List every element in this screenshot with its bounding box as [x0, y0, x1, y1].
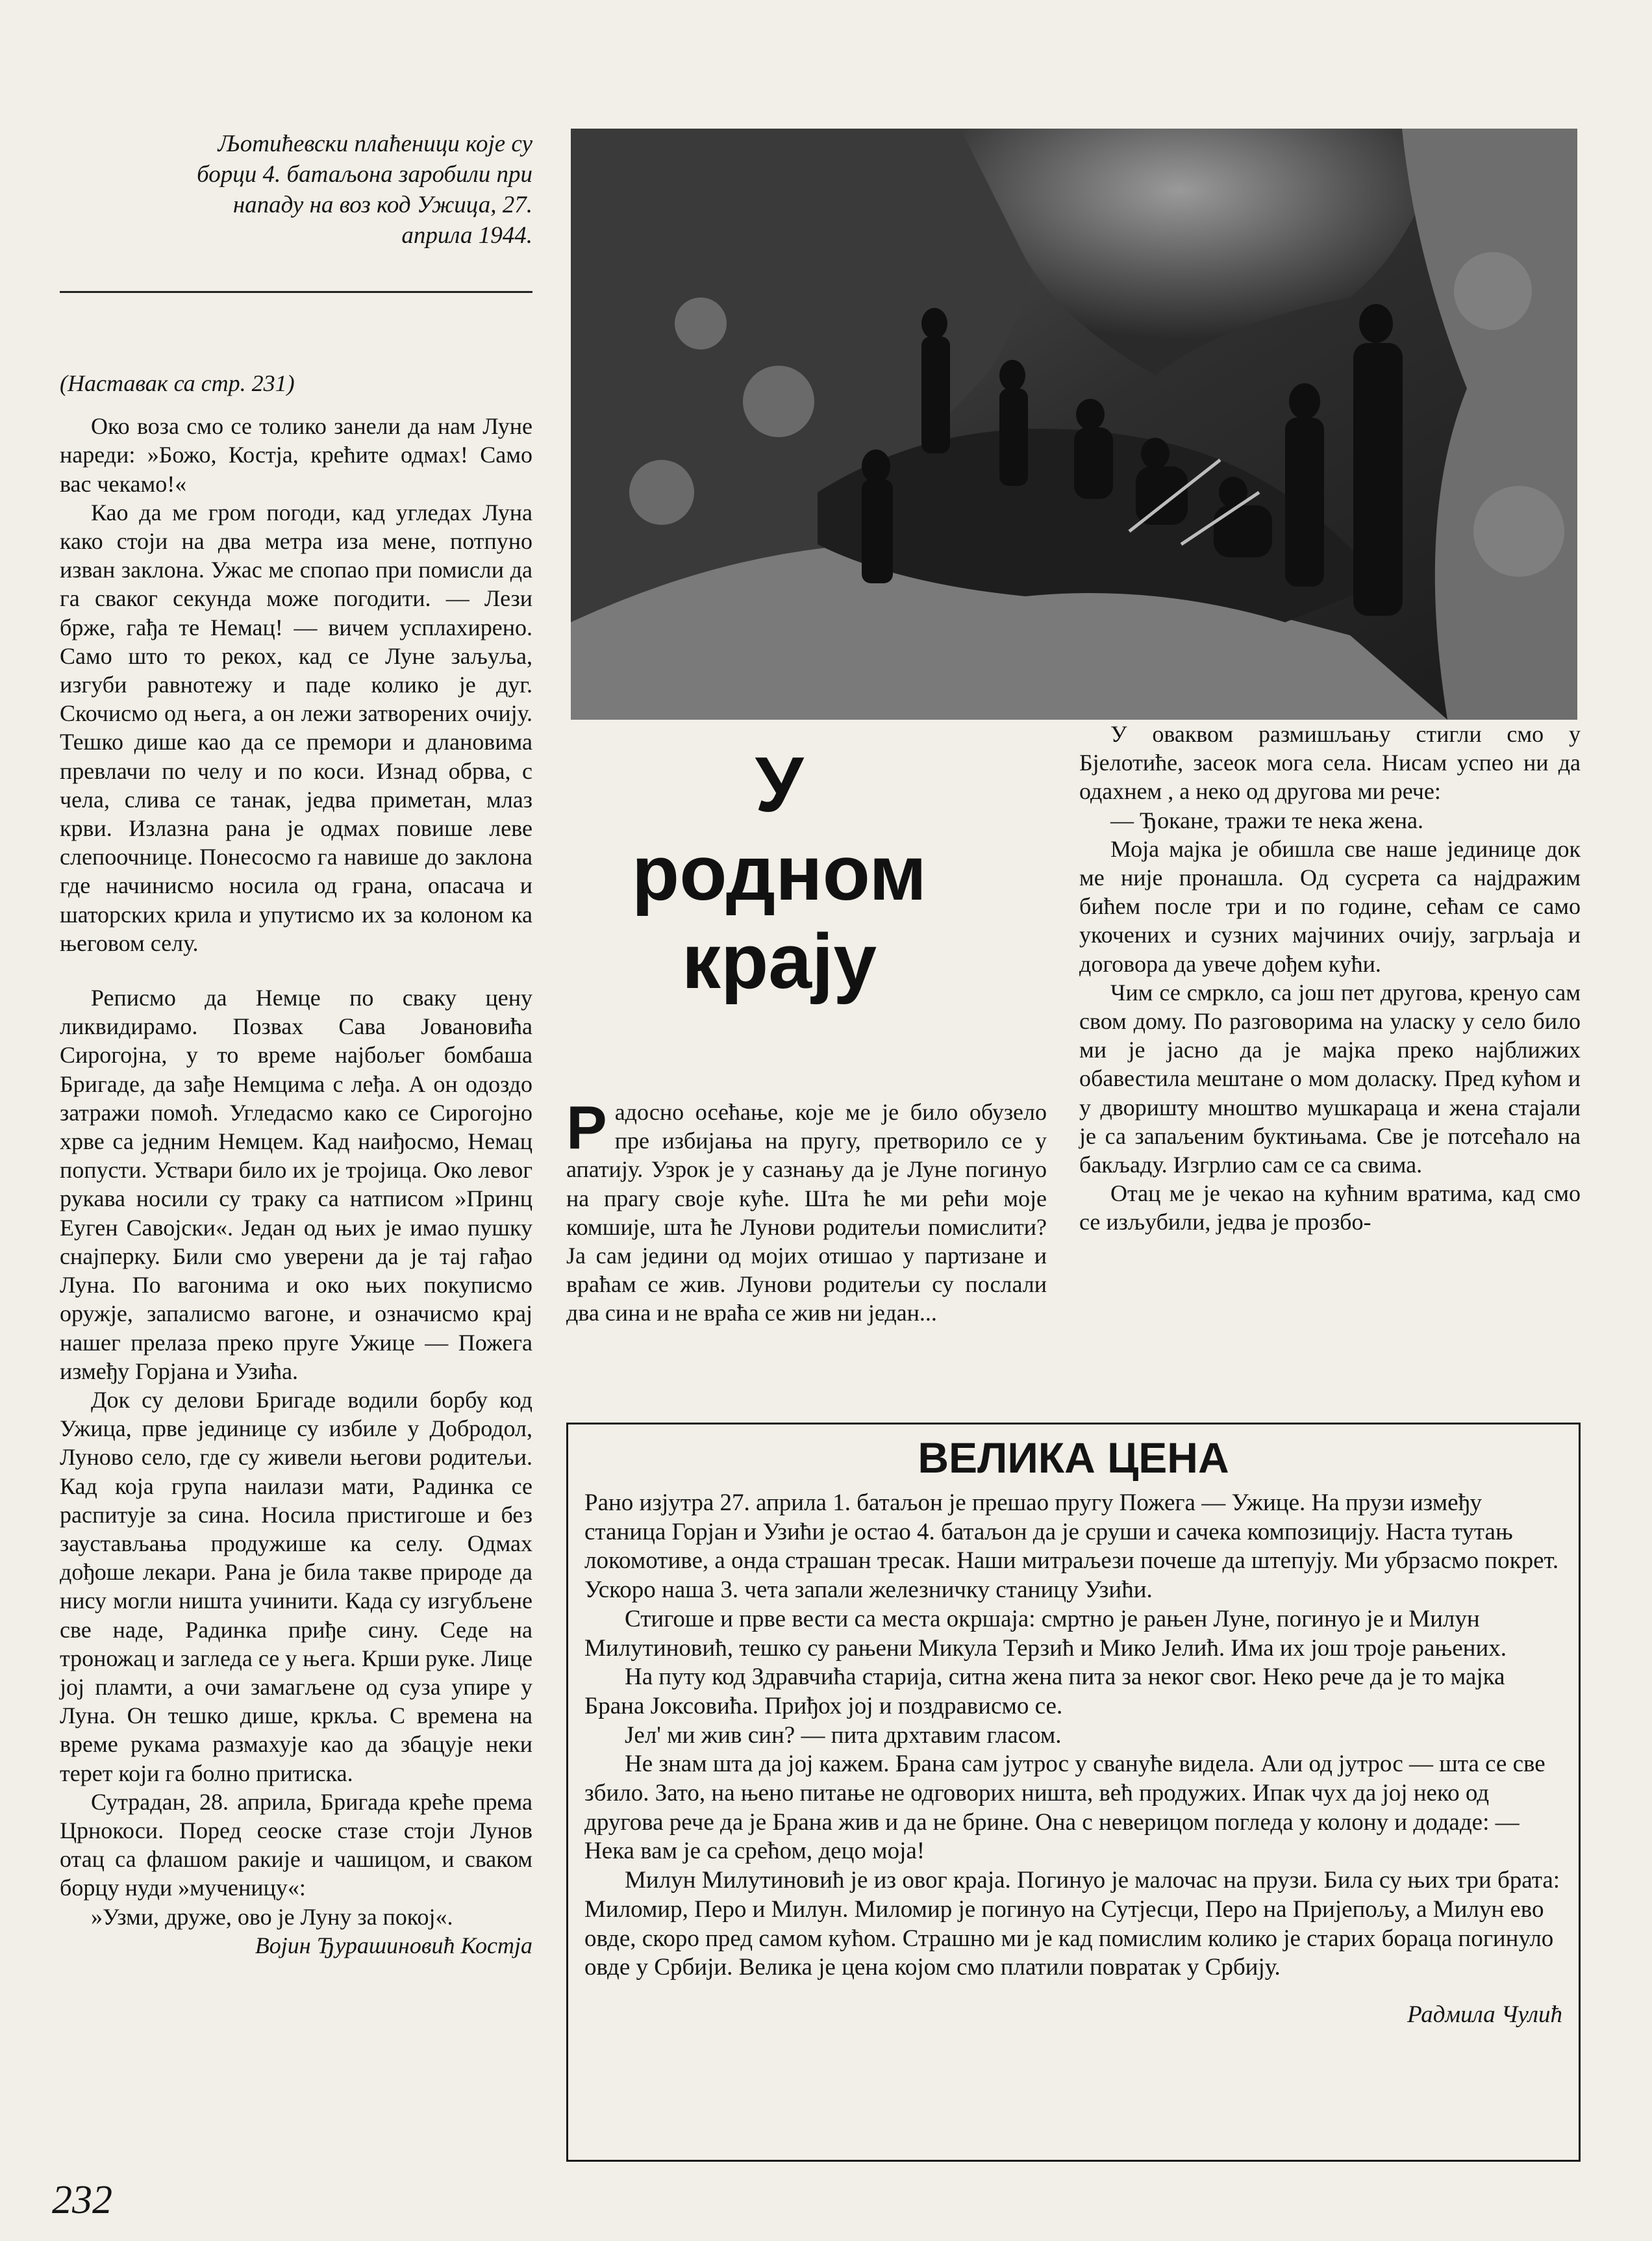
- sidebar-text: [584, 1489, 1562, 2030]
- headline-line-1: У: [755, 741, 804, 828]
- paragraph: Реписмо да Немце по сваку цену ликвидирамо. Позвах Сава Јовановића Сирогојна, у то време најбољег бомбаша Бригаде, да зађе Немцима с леђа. А он одоздо затражи помоћ. Угледасмо како се Сирогојно хрве са једним Немцем. Кад наиђосмо, Немац попусти. Уствари било их је тројица. Око левог рукава носили су траку са натписом »Принц Еуген Савојски«. Један од њих је имао пушку снајперку. Били смо уверени да је тај гађао Луна. По вагонима и око њих покуписмо оружје, запалисмо вагоне, и означисмо крај нашег прелаза преко пруге Ужице — Пожега између Горјана и Узића.: [60, 985, 532, 1384]
- photo-image: [571, 129, 1577, 720]
- paragraph: Моја мајка је обишла све наше јединице док ме није пронашла. Од сусрета са најдражим бићем после три и по године, сећам се само укочених и сузних мајчиних очију, загрљаја и договора да увече дођем кући.: [1079, 835, 1581, 977]
- paragraph: У оваквом размишљању стигли смо у Бјелотиће, засеок мога села. Нисам успео ни да одахнем , а неко од другова ми рече:: [1079, 721, 1581, 805]
- paragraph: Не знам шта да јој кажем. Брана сам јутрос у свануће видела. Али од јутрос — шта се све збило. Зато, на њено питање не одговорих ништа, већ продужих. Ипак чух да јој неко од другова рече да је Брана жив и да не брине. Она с неверицом погледа у колону и додаде: — Нека вам је са срећом, децо моја!: [584, 1751, 1546, 1865]
- paragraph: Сутрадан, 28. априла, Бригада креће према Црнокоси. Поред сеоске стазе стоји Лунов отац са флашом ракије и чашицом, и сваком борцу нуди »мученицу«:: [60, 1788, 532, 1901]
- paragraph: Чим се смркло, са још пет другова, кренуо сам свом дому. По разговорима на уласку у село било ми је јасно да је мајка преко најближих обавестила мештане о мом доласку. Пред кућом и у дворишту мноштво мушкараца и жена стајали је са запаљеним буктињама. Све је потсећало на бакљаду. Изгрлио сам се са свима.: [1079, 979, 1581, 1178]
- paragraph: Јел' ми жив син? — пита дрхтавим гласом.: [625, 1721, 1062, 1749]
- caption-divider: [60, 291, 532, 293]
- drop-cap: Р: [566, 1093, 607, 1161]
- article-headline: [610, 741, 948, 1006]
- paragraph: Стигоше и прве вести са места окршаја: смртно је рањен Луне, погинуо је и Милун Милутиновић, тешко су рањени Микула Терзић и Мико Јелић. Има их још троје рањених.: [584, 1605, 1507, 1662]
- paragraph: »Узми, друже, ово је Луну за покој«.: [91, 1903, 453, 1930]
- sidebar-signature: Радмила Чулић: [1407, 2001, 1562, 2028]
- photo-caption: Љотићевски плаћеници које су борци 4. батаљона заробили при нападу на воз код Ужица, 27. априла 1944.: [197, 131, 532, 249]
- paragraph: Око воза смо се толико занели да нам Луне нареди: »Божо, Костја, крећите одмах! Само вас чекамо!«: [60, 413, 532, 497]
- left-column: [60, 369, 532, 1960]
- paragraph: [566, 1093, 1047, 1328]
- continuation-note: (Наставак са стр. 231): [60, 370, 295, 396]
- paragraph: Док су делови Бригаде водили борбу код Ужица, прве јединице су избиле у Добродол, Луново село, где су живели његови родитељи. Кад која група наилази мати, Радинка се распитује за сина. Носила пристигоше и без заустављања продужише ка селу. Одмах дођоше лекари. Рана је била такве природе да нису могли ништа учинити. Када су изгубљене све наде, Радинка приђе сину. Седе на троножац и загледа се у њега. Крши руке. Лице јој пламти, а очи замагљене од суза упире у Луна. Он тешко дише, кркља. С времена на време рукама размахује као да збацује неки терет који га болно притиска.: [60, 1386, 532, 1786]
- paragraph: На путу код Здравчића старија, ситна жена пита за неког свог. Неко рече да је то мајка Брана Јоксовића. Приђох јој и поздрависмо се.: [584, 1664, 1505, 1719]
- paragraph-text: адосно осећање, које ме је било обузело пре избијања на пругу, претворило се у апатију. Узрок је у сазнању да је Луне погинуо на прагу своје куће. Шта ће ми рећи моје комшије, шта ће Лунови родитељи помислити? Ја сам једини од мојих отишао у партизане и враћам се жив. Лунови родитељи су послали два сина и не враћа се жив ни један...: [566, 1099, 1047, 1326]
- paragraph: Милун Милутиновић је из овог краја. Погинуо је малочас на прузи. Била су њих три брата: Миломир, Перо и Милун. Миломир је погинуо на Сутјесци, Перо на Пријепољу, а Милун ево овде, скоро пред самом кућом. Страшно ми је кад помислим колико је старих бораца погинуло овде у Србији. Велика је цена којом смо платили повратак у Србију.: [584, 1867, 1560, 1981]
- paragraph: Рано изјутра 27. априла 1. батаљон је прешао пругу Пожега — Ужице. На прузи између станица Горјан и Узићи је остао 4. батаљон да је сруши и сачека композицију. Наста тутањ локомотиве, а онда страшан тресак. Наши митраљези почеше да штепују. Ми убрзасмо покрет. Ускоро наша 3. чета запали железничку станицу Узићи.: [584, 1489, 1559, 1604]
- headline-line-3: крају: [681, 918, 877, 1005]
- paragraph: Као да ме гром погоди, кад угледах Луна како стоји на два метра иза мене, потпуно изван заклона. Ужас ме спопао при помисли да га сваког секунда може погодити. — Лези брже, гађа те Немац! — вичем усплахирено. Само што то рекох, кад се Луне заљуља, изгуби равнотежу и паде колико је дуг. Скочисмо од њега, а он лежи затворених очију. Тешко дише као да се премори и длановима превлачи по челу и по коси. Изнад обрва, с чела, слива се танак, једва приметан, млаз крви. Излазна рана је одмах повише леве слепоочнице. Понесосмо га навише до заклона где начинисмо носила од грана, опасача и шаторских крила и упутисмо их за колоном ка његовом селу.: [60, 499, 532, 956]
- sidebar-title: ВЕЛИКА ЦЕНА: [918, 1434, 1229, 1482]
- paragraph: — Ђокане, тражи те нека жена.: [1110, 807, 1424, 833]
- middle-column: [566, 1093, 1047, 1328]
- author-signature: Војин Ђурашиновић Костја: [255, 1932, 532, 1958]
- page-number: 232: [52, 2178, 112, 2222]
- photograph: [571, 129, 1577, 720]
- right-column: [1079, 720, 1581, 1237]
- headline-line-2: родном: [631, 829, 927, 917]
- paragraph: Отац ме је чекао на кућним вратима, кад смо се изљубили, једва је прозбо-: [1079, 1180, 1581, 1235]
